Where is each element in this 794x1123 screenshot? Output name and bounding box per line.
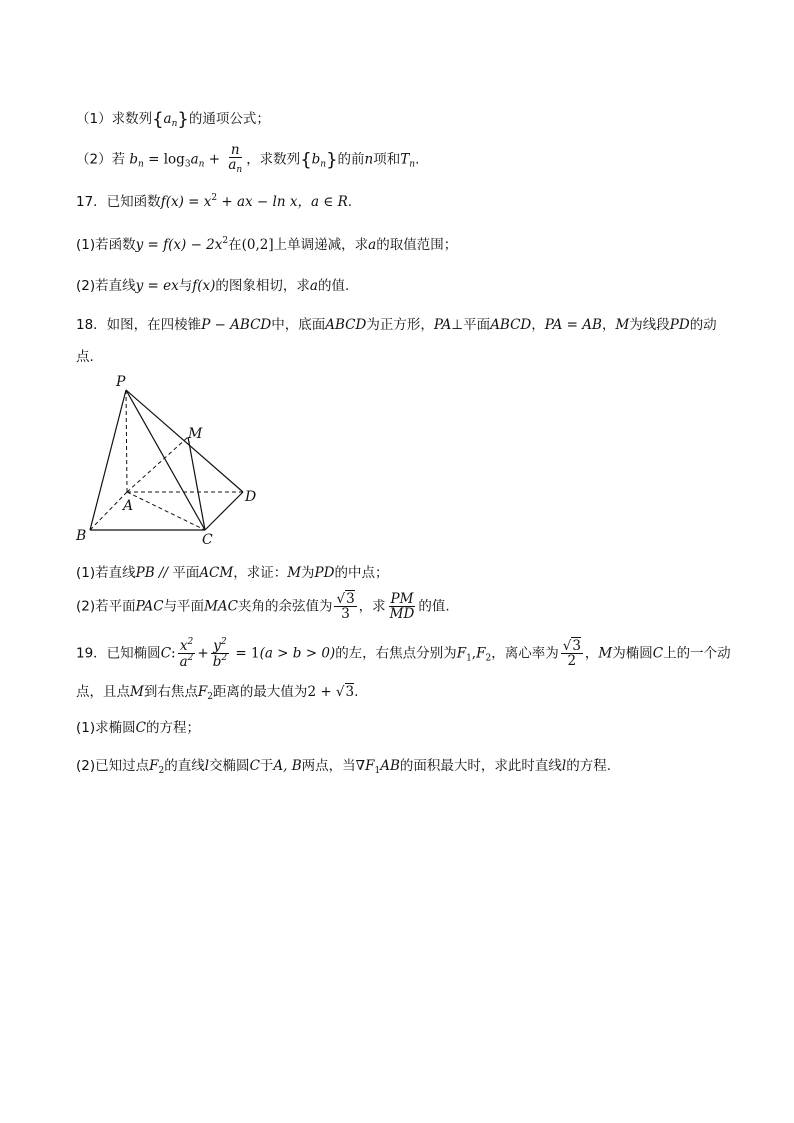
a-symbol-3: a [309, 278, 318, 294]
q16-part2 [76, 143, 419, 176]
f1-symbol-2: F [365, 758, 375, 774]
q19-stem2-t2: 距离的最大值为 [212, 684, 308, 700]
q18-part1-t2: 为 [301, 565, 315, 581]
q17-part1 [76, 233, 457, 253]
a-square: 2 [187, 653, 194, 664]
q18-t6: 的动 [689, 317, 717, 333]
ellipse-c-4: C [249, 758, 260, 774]
q19-part2-t3: 于 [259, 758, 274, 774]
eccentricity-numerator: 3 [572, 638, 581, 654]
edge-PA [126, 390, 127, 492]
n-over-an-fraction [226, 143, 244, 176]
q18-part2-t1: 与平面 [163, 598, 205, 615]
q19-stem2-end: . [354, 684, 359, 700]
cosine-denominator: 3 [341, 606, 350, 623]
f2-sub-3: 2 [158, 766, 165, 776]
q18-part2-t3: ，求 [358, 598, 386, 615]
pd-segment: PD [669, 317, 690, 333]
tangent-line-expr: y = ex [135, 278, 179, 294]
a-symbol: a [190, 151, 199, 168]
q17-part1-end: 的取值范围； [376, 237, 458, 253]
t-symbol: T [400, 151, 410, 168]
q18-part2 [76, 592, 450, 621]
y-symbol: y [213, 638, 221, 654]
comma: , [471, 645, 477, 662]
log-text: = log [143, 151, 185, 168]
q17-part1-tail: 上单调递减，求 [273, 237, 369, 253]
f-symbol: f [160, 194, 166, 210]
label-B: B [76, 528, 87, 544]
fraction-denominator-sub: n [236, 165, 243, 176]
max-value-sqrt: 3 [345, 684, 355, 700]
label-C: C [202, 532, 213, 548]
n-symbol: n [364, 151, 374, 168]
q19-part2 [76, 754, 611, 776]
label-D: D [245, 489, 257, 505]
q17-stem [76, 190, 352, 210]
ratio-numerator: PM [390, 591, 414, 607]
label-A: A [123, 498, 134, 514]
pa-segment: PA [433, 317, 452, 333]
equals-one: = 1 [231, 645, 260, 662]
colon: : [171, 645, 176, 662]
q18-stem-line2 [76, 345, 94, 365]
abcd-plane: ABCD [490, 317, 532, 333]
max-value: 2 + [307, 684, 336, 700]
ellipse-c-3: C [135, 720, 146, 736]
q18-t3: ， [531, 317, 545, 333]
fx-expression: (x) = x [165, 194, 212, 210]
q19-t2: ，离心率为 [491, 645, 559, 662]
q16-part2-label: （2）若 [76, 151, 126, 168]
brace-open-2: { [300, 149, 312, 171]
a-symbol-4: a [179, 654, 188, 671]
q17-part1-label: (1)若函数 [76, 237, 136, 253]
line-l: l [204, 758, 210, 774]
q19-t5: 上的一个动 [663, 645, 731, 662]
q18-label: 18．如图，在四棱锥 [76, 317, 202, 333]
q19-label: 19．已知椭圆 [76, 645, 161, 662]
q18-part2-label: (2)若平面 [76, 598, 136, 615]
points-ab: A, B [273, 758, 302, 774]
q16-part2-mid3: 项和 [373, 151, 401, 168]
a-in-r: a ∈ R [310, 194, 348, 210]
seq-b: b [311, 151, 321, 168]
t-sub: n [409, 159, 416, 170]
q16-part2-end: . [415, 151, 420, 168]
q18-t5: 为线段 [629, 317, 670, 333]
fraction-denominator: a [228, 157, 237, 174]
edge-CD [205, 492, 243, 530]
q18-stem-line1 [76, 313, 717, 333]
edge-AC [127, 492, 205, 530]
seq-a-sub: n [171, 119, 178, 129]
f2-sub: 2 [485, 653, 492, 664]
f2-symbol: F [476, 645, 486, 662]
m-point-3: M [598, 645, 613, 662]
y-square: 2 [220, 637, 227, 647]
q19-t3: ， [584, 645, 599, 662]
b-sub: n [138, 159, 144, 170]
b-symbol-2: b [212, 654, 222, 671]
q17-stem-end: . [347, 194, 353, 210]
plane-word: 平面 [172, 565, 200, 581]
q19-stem-line1: 19．已知椭圆C: $\frac{x^2}{a^2}$ + $\frac{y^2}{b^2}$ = 1(a > b > 0)的左，右焦点分别为$F_1,F_2$，离心率为 $\frac{√3}{2}$ ，M为椭圆C上的一个动 [76, 637, 731, 671]
f2-symbol-3: F [149, 758, 159, 774]
q19-part2-t1: 的直线 [164, 758, 205, 774]
q17-part2 [76, 274, 349, 294]
q19-part1 [76, 716, 200, 736]
seq-b-sub: n [320, 159, 327, 170]
pyramid-name: P − ABCD [201, 317, 272, 333]
brace-open: { [152, 109, 164, 130]
f1-sub-2: 1 [374, 766, 381, 776]
y-over-b-fraction [211, 638, 229, 669]
q16-part2-mid2: 的前 [337, 151, 365, 168]
pyramid-figure [70, 368, 270, 548]
cosine-numerator: 3 [346, 591, 355, 607]
q17-part2-end: 的值. [317, 278, 350, 294]
line-l-2: l [561, 758, 567, 774]
f1-sub: 1 [466, 653, 472, 664]
edge-AB [90, 492, 127, 530]
q19-part2-label: (2)已知过点 [76, 758, 150, 774]
log-base: 3 [184, 159, 191, 170]
eccentricity-fraction: $\frac{√3}{2}$ [562, 638, 581, 670]
ratio-denominator: MD [389, 606, 415, 623]
q17-part2-label: (2)若直线 [76, 278, 136, 294]
q16-part1-label: （1）求数列 [76, 111, 153, 127]
ratio-fraction [388, 592, 417, 621]
q19-part1-end: 的方程； [145, 720, 200, 736]
q19-part2-t4: 两点，当 [301, 758, 356, 774]
fx-symbol: f(x) [192, 278, 216, 294]
eccentricity-denominator: 2 [567, 653, 577, 670]
q17-part2-mid: 与 [178, 278, 193, 294]
q18-t2: 为正方形， [366, 317, 434, 333]
q18-part2-end: 的值. [418, 598, 450, 615]
f2-sub-2: 2 [207, 692, 213, 702]
q17-label: 17．已知函数 [76, 194, 161, 210]
m-point-2: M [287, 565, 302, 581]
brace-close-2: } [326, 149, 338, 171]
square-exponent: 2 [211, 193, 218, 203]
f2-symbol-2: F [197, 684, 208, 700]
f1-symbol: F [456, 645, 467, 662]
q16-part1 [76, 107, 270, 130]
perp-plane: ⊥平面 [451, 317, 491, 333]
q19-part2-t5: 的面积最大时，求此时直线 [399, 758, 562, 774]
interval: (0,2] [241, 237, 274, 253]
pa-eq-ab: PA = AB [544, 317, 602, 333]
mac-plane: MAC [204, 598, 238, 615]
x-symbol: x [179, 638, 188, 654]
q19-stem2-t1: 到右焦点 [143, 684, 198, 700]
q18-stem2: 点. [76, 349, 94, 365]
fraction-numerator: n [230, 142, 240, 158]
edge-PB [90, 390, 126, 530]
q19-stem-line2: 点，且点M到右焦点$F_2$距离的最大值为2 + √3. [76, 684, 359, 702]
x-over-a-fraction [178, 638, 196, 669]
q18-part1-t1: ，求证： [233, 565, 288, 581]
triangle-symbol: ∇ [355, 758, 366, 774]
q18-t4: ， [601, 317, 616, 333]
ellipse-c: C [160, 645, 172, 662]
q16-part2-mid: ，求数列 [246, 151, 301, 168]
acm-plane: ACM [199, 565, 234, 581]
brace-close: } [177, 109, 189, 130]
seq-a: a [163, 111, 172, 127]
label-M: M [188, 426, 203, 442]
q17-part2-tail: 的图象相切，求 [215, 278, 310, 294]
q17-part1-expr: y = f(x) − 2x [135, 237, 223, 253]
plus-sign: + [204, 151, 225, 168]
m-point: M [615, 317, 630, 333]
a-symbol-2: a [368, 237, 377, 253]
q16-part1-tail: 的通项公式； [188, 111, 270, 127]
b-symbol: b [129, 151, 139, 168]
q19-stem2-label: 点，且点 [76, 684, 130, 700]
q19-part2-t2: 交椭圆 [209, 758, 250, 774]
ellipse-c-2: C [652, 645, 664, 662]
q18-part1-label: (1)若直线 [76, 565, 136, 581]
q18-t1: 中，底面 [271, 317, 326, 333]
q17-part1-mid: 在 [228, 237, 242, 253]
triangle-ab: AB [380, 758, 400, 774]
pac-plane: PAC [135, 598, 164, 615]
x-square: 2 [187, 637, 194, 647]
b-square: 2 [221, 653, 228, 664]
q18-part2-t2: 夹角的余弦值为 [237, 598, 333, 615]
pd-segment-2: PD [314, 565, 335, 581]
cosine-fraction: $\frac{√3}{3}$ [336, 591, 355, 623]
pb-parallel: PB // [135, 565, 173, 581]
a-sub: n [198, 159, 205, 170]
edge-PC [126, 390, 205, 530]
q18-part1 [76, 561, 388, 581]
q17-part1-square: 2 [222, 236, 229, 246]
q18-part1-end: 的中点； [334, 565, 389, 581]
q19-t1: 的左，右焦点分别为 [335, 645, 457, 662]
fx-rest: + ax − ln x， [217, 194, 311, 210]
ab-condition: (a > b > 0) [259, 645, 336, 662]
base-name: ABCD [325, 317, 367, 333]
q19-part2-end: 的方程. [566, 758, 612, 774]
q19-part1-label: (1)求椭圆 [76, 720, 136, 736]
q19-t4: 为椭圆 [612, 645, 653, 662]
m-point-4: M [130, 684, 144, 700]
label-P: P [116, 374, 126, 390]
